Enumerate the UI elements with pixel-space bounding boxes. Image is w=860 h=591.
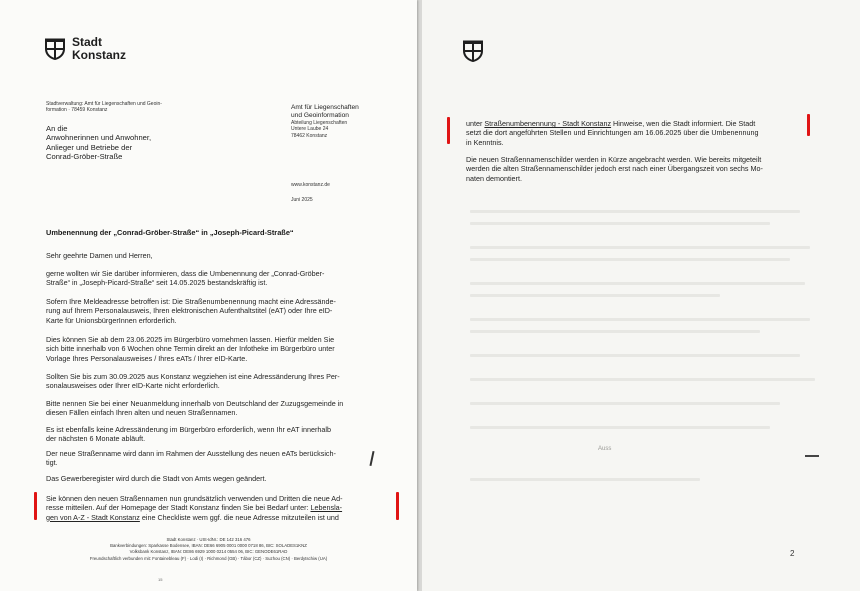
text-fragment: Hinweise, wen die Stadt informiert. Die Stadt [611, 119, 756, 128]
website: www.konstanz.de [291, 182, 330, 188]
city-logo [44, 36, 126, 62]
logo-wordmark [72, 36, 126, 62]
paragraph-9 [46, 494, 398, 522]
text-line: rung auf Ihrem Personalausweis, Ihren elektronischen Aufenthaltstitel (eAT) oder Ihre eID- [46, 306, 333, 316]
office-street: Untere Laube 24 [291, 126, 329, 133]
text-line: Karte für UnionsbürgerInnen erforderlich. [46, 315, 177, 325]
text-line: Bitte nennen Sie bei einer Neuanmeldung innerhalb von Deutschland der Zuzugsgemeinde in [46, 399, 344, 408]
faint-show-through: Auss [598, 446, 612, 452]
office-title-1: Amt für Liegenschaften [291, 104, 359, 111]
text-line: Sofern Ihre Meldeadresse betroffen ist: Die Straßenumbenennung macht eine Adressände- [46, 297, 336, 306]
text-line: gerne wollten wir Sie darüber informieren, dass die Umbenennung der „Conrad-Gröber- [46, 269, 325, 278]
paragraph-2 [46, 297, 398, 325]
text-fragment: eine Checkliste wem ggf. die neue Adresse mitzuteilen ist und [139, 512, 339, 522]
text-line [46, 513, 398, 522]
footer-line: Bankverbindungen: Sparkasse Bodensee, IBAN: DE66 6905 0001 0000 0718 86, BIC: SOLADES1KNZ [110, 543, 307, 549]
footer-line: Volksbank Konstanz, IBAN: DE86 6929 1000 0214 0554 06, BIC: GENODE61RAD [129, 549, 288, 555]
paragraph-6 [46, 425, 398, 444]
office-title-2: und Geoinformation [291, 112, 349, 119]
text-line: diesen Fällen einfach Ihren alten und neuen Straßennamen. [46, 408, 238, 418]
logo-line-1: Stadt [72, 35, 102, 49]
text-line: tigt. [46, 458, 58, 468]
paragraph-5 [46, 399, 398, 418]
paragraph-8: Das Gewerberegister wird durch die Stadt von Amts wegen geändert. [46, 474, 267, 483]
recipient-line: Anwohnerinnen und Anwohner, [46, 133, 152, 143]
text-line: Sie können den neuen Straßennamen nun grundsätzlich verwenden und Dritten die neue Ad- [46, 494, 343, 503]
text-line: Vorlage Ihres Personalausweises / Ihres eATs / Ihrer eID-Karte. [46, 353, 248, 363]
text-line: Straße“ in „Joseph-Picard-Straße“ seit 14.05.2025 bestandskräftig ist. [46, 278, 268, 288]
highlight-marker-left [34, 492, 37, 520]
letter-footer [16, 537, 401, 562]
footer-line: Freundschaftlich verbunden mit: Fontainebleau (F) · Lodi (I) · Richmond (GB) · Tábor (CZ) · Suzhou (CN) · Berdytschiw (UA) [89, 555, 328, 561]
text-fragment: unter [466, 119, 485, 128]
highlight-marker-right-page-2 [807, 114, 810, 136]
recipient-line: Anlieger und Betriebe der [46, 142, 133, 152]
text-line: der nächsten 6 Monate abläuft. [46, 434, 146, 444]
text-line: in Kenntnis. [466, 137, 504, 147]
sender-line-2: formation · 78459 Konstanz [46, 107, 108, 113]
text-line: Sollten Sie bis zum 30.09.2025 aus Konstanz wegziehen ist eine Adressänderung Ihres Per- [46, 372, 340, 381]
page2-paragraph-2 [466, 155, 846, 183]
coat-of-arms-icon [44, 38, 66, 60]
paragraph-1 [46, 269, 398, 288]
bottom-mark: 15 [158, 577, 163, 582]
text-line: naten demontiert. [466, 173, 522, 183]
strassenumbenennung-link[interactable]: Straßenumbenennung - Stadt Konstanz [484, 119, 612, 128]
lebenslagen-link[interactable]: Lebensla- [310, 503, 343, 513]
highlight-marker-left-page-2 [447, 117, 450, 144]
letter-subject: Umbenennung der „Conrad-Gröber-Straße“ in „Joseph-Picard-Straße“ [46, 228, 294, 237]
text-line [466, 119, 846, 128]
text-line: Der neue Straßenname wird dann im Rahmen der Ausstellung des neuen eATs berücksich- [46, 449, 336, 458]
text-line: Die neuen Straßennamenschilder werden in Kürze angebracht werden. Wie bereits mitgeteilt [466, 155, 762, 164]
page-number: 2 [790, 549, 795, 558]
sender-line-1: Stadtverwaltung: Amt für Liegenschaften und Geoin- [46, 101, 162, 107]
page2-paragraph-1 [466, 119, 846, 147]
text-line: setzt die dort angeführten Stellen und Einrichtungen am 16.06.2025 über die Umbenennung [466, 128, 759, 138]
salutation: Sehr geehrte Damen und Herren, [46, 251, 153, 260]
recipient-address [46, 124, 151, 162]
coat-of-arms-icon [462, 40, 484, 62]
logo-line-2: Konstanz [72, 48, 126, 62]
edge-mark [805, 455, 819, 457]
sender-line [46, 101, 162, 113]
letter-date: Juni 2025 [291, 197, 313, 203]
text-fragment: resse mitteilen. Auf der Homepage der Stadt Konstanz finden Sie bei Bedarf unter: [46, 503, 311, 513]
recipient-line: Conrad-Gröber-Straße [46, 152, 123, 162]
paragraph-4 [46, 372, 398, 391]
text-line: Es ist ebenfalls keine Adressänderung im Bürgerbüro erforderlich, wenn Ihr eAT innerhalb [46, 425, 331, 434]
text-line: sich bitte innerhalb von 6 Wochen ohne Termin direkt an der Infotheke im Bürgerbüro unter [46, 344, 335, 354]
recipient-line: An die [46, 124, 68, 133]
text-line: Dies können Sie ab dem 23.06.2025 im Bürgerbüro vornehmen lassen. Hierfür melden Sie [46, 335, 335, 344]
text-line: werden die alten Straßennamenschilder jedoch erst nach einer Übergangszeit von sechs Mo- [466, 164, 763, 174]
text-line: sonalausweises oder Ihrer eID-Karte nicht erforderlich. [46, 381, 220, 391]
letter-page-1 [0, 0, 417, 591]
footer-line: Stadt Konstanz · USt-IdNr.: DE 142 316 476 [166, 537, 251, 542]
highlight-marker-right [396, 492, 399, 520]
paragraph-7 [46, 449, 398, 468]
city-logo-page-2 [462, 40, 484, 62]
paragraph-3 [46, 335, 398, 363]
text-line [46, 503, 398, 512]
lebenslagen-link-continued[interactable]: gen von A-Z - Stadt Konstanz [46, 512, 140, 522]
office-block [291, 104, 359, 139]
office-department: Abteilung Liegenschaften [291, 120, 348, 126]
office-city: 78462 Konstanz [291, 132, 328, 139]
letter-page-2 [422, 0, 860, 591]
